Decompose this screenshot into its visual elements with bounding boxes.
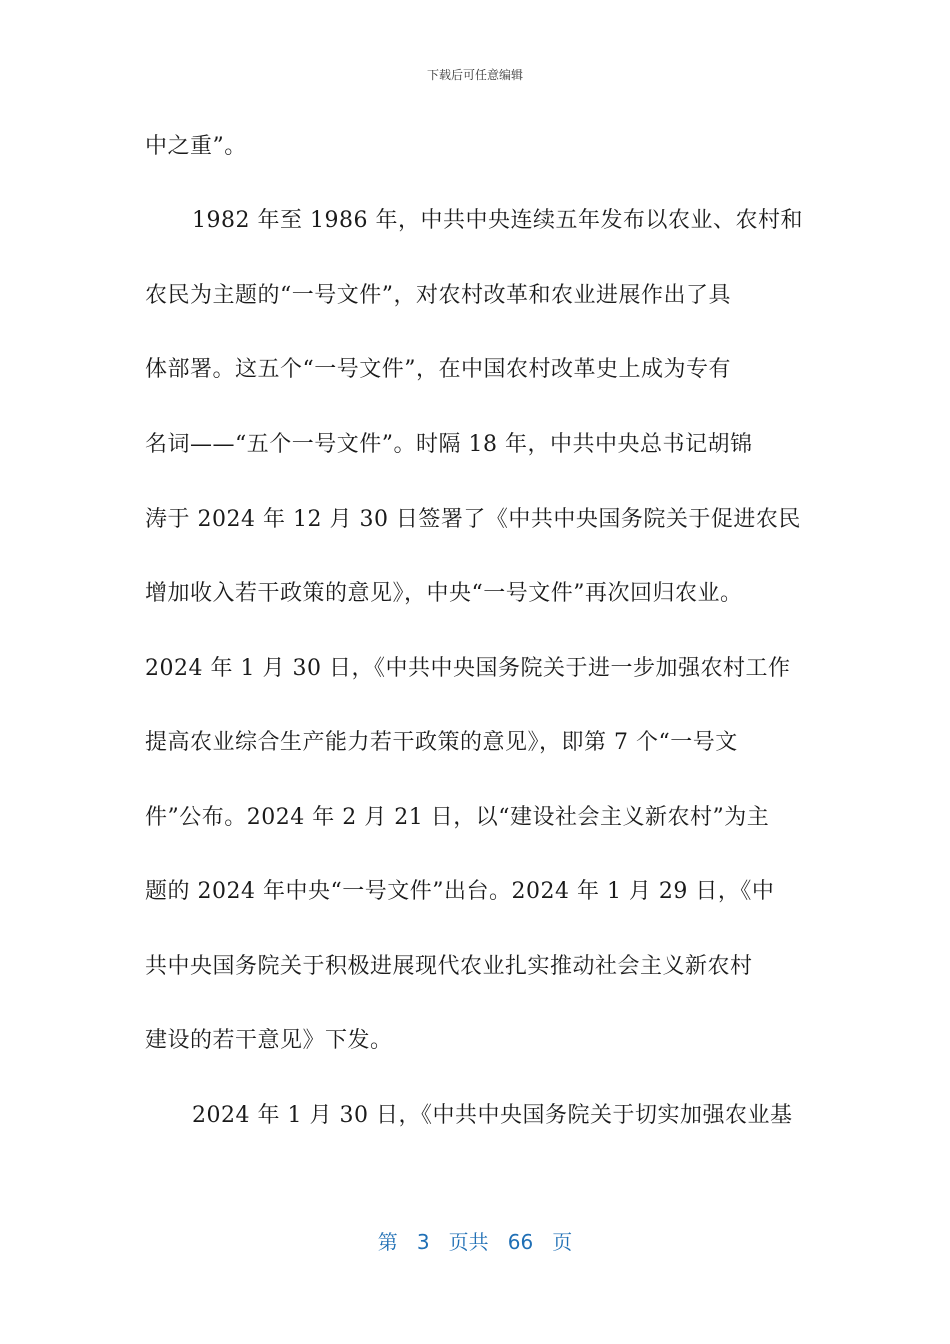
footer-prefix: 第 bbox=[377, 1230, 398, 1254]
paragraph-start-line: 2024 年 1 月 30 日，《中共中央国务院关于切实加强农业基 bbox=[192, 1103, 793, 1128]
text-line: 2024 年 1 月 30 日，《中共中央国务院关于进一步加强农村工作 bbox=[145, 656, 791, 681]
page-footer bbox=[0, 1226, 950, 1255]
current-page-number: 3 bbox=[416, 1230, 430, 1254]
text-line: 增加收入若干政策的意见》，中央“一号文件”再次回归农业。 bbox=[145, 581, 743, 606]
paragraph-start-line: 1982 年至 1986 年，中共中央连续五年发布以农业、农村和 bbox=[192, 208, 803, 233]
text-line: 涛于 2024 年 12 月 30 日签署了《中共中央国务院关于促进农民 bbox=[145, 507, 801, 532]
footer-suffix: 页 bbox=[552, 1230, 573, 1254]
text-line: 建设的若干意见》下发。 bbox=[145, 1028, 393, 1053]
text-line: 件”公布。2024 年 2 月 21 日，以“建设社会主义新农村”为主 bbox=[145, 805, 770, 830]
text-line: 提高农业综合生产能力若干政策的意见》，即第 7 个“一号文 bbox=[145, 730, 738, 755]
text-line: 题的 2024 年中央“一号文件”出台。2024 年 1 月 29 日，《中 bbox=[145, 879, 775, 904]
text-line: 共中央国务院关于积极进展现代农业扎实推动社会主义新农村 bbox=[145, 954, 753, 979]
footer-middle: 页共 bbox=[448, 1230, 489, 1254]
header-note: 下载后可任意编辑 bbox=[426, 68, 523, 82]
text-line: 体部署。这五个“一号文件”，在中国农村改革史上成为专有 bbox=[145, 357, 731, 382]
text-line: 名词——“五个一号文件”。时隔 18 年，中共中央总书记胡锦 bbox=[145, 432, 753, 457]
text-line: 中之重”。 bbox=[145, 134, 247, 159]
total-pages-number: 66 bbox=[507, 1230, 534, 1254]
text-line: 农民为主题的“一号文件”，对农村改革和农业进展作出了具 bbox=[145, 283, 731, 308]
